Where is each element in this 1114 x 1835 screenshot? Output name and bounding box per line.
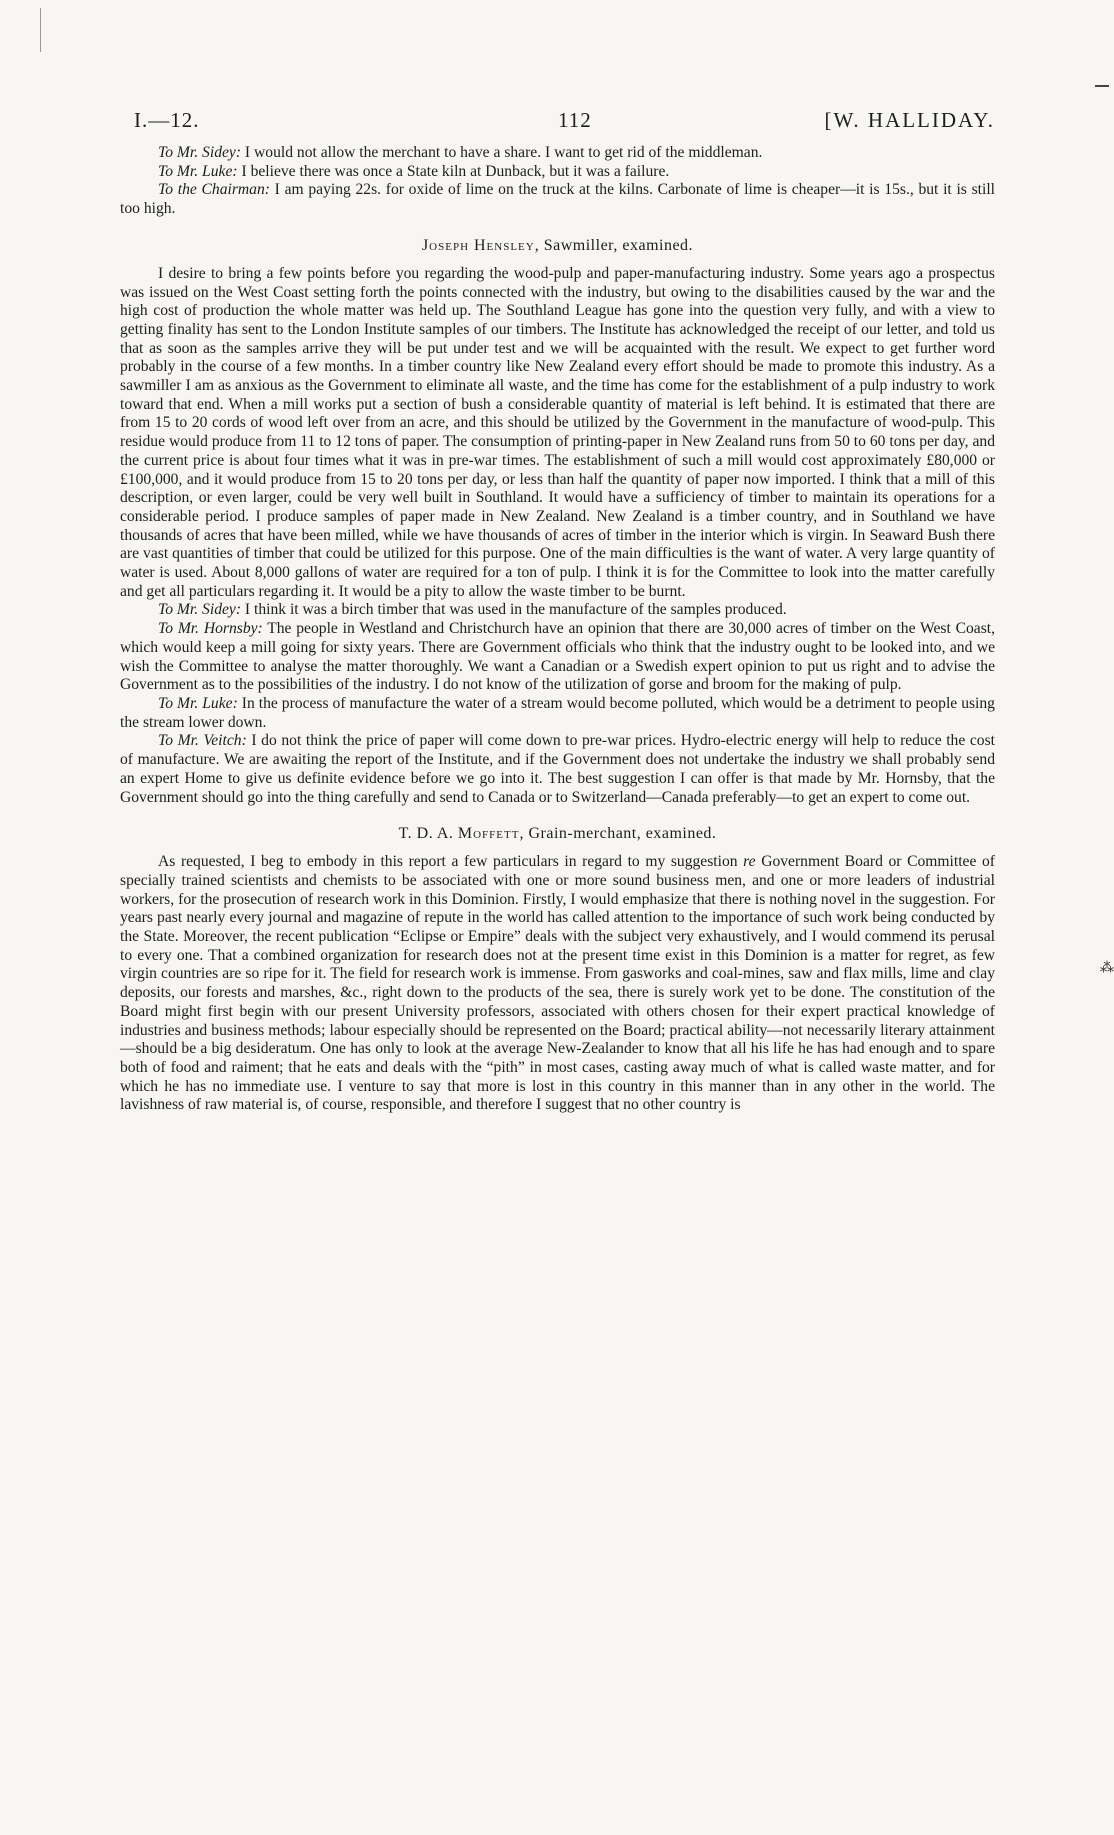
speaker-label: To Mr. Sidey:: [158, 144, 242, 161]
answer-paragraph: [120, 695, 995, 732]
answer-paragraph: [120, 620, 995, 695]
answer-text: I do not think the price of paper will come down to pre-war prices. Hydro-electric energy will help to reduce the cost of manufacture. We are awaiting the report of the Institute, and if the Government does not undertake the industry we shall probably send an expert Home to give us definite evidence before we go into it. The best suggestion I can offer is that made by Mr. Hornsby, that the Government should go into the thing carefully and send to Canada or to Switzerland—Canada preferably—to get an expert to come out.: [120, 732, 995, 806]
answer-paragraph: [120, 163, 995, 182]
witness-description: , Sawmiller, examined.: [534, 236, 694, 254]
section-hensley-evidence: [120, 265, 995, 807]
answer-text: I believe there was once a State kiln at Dunback, but it was a failure.: [237, 162, 670, 180]
statement-text-part: Government Board or Committee of specially trained scientists and chemists to be associated with one or more sound business men, and one or more leaders of industrial workers, for the prosecution of research work in this Dominion. Firstly, I would emphasize that there is nothing novel in the suggestion. For years past nearly every journal and magazine of repute in the world has called attention to the importance of such work being conducted by the State. Moreover, the recent publication “Eclipse or Empire” deals with the subject very exhaustively, and I would commend its perusal to every one. That a combined organization for research does not at the present time exist in this Dominion is a matter for regret, as few virgin countries are so ripe for it. The field for research work is immense. From gasworks and coal-mines, saw and flax mills, lime and clay deposits, our forests and marshes, &c., right down to the products of the sea, there is surely work yet to be done. The constitution of the Board might first begin with our present University professors, associated with others chosen for their expert practical knowledge of industries and business methods; labour especially should be represented on the Board; practical ability—not necessarily literary attainment—should be a big desideratum. One has only to look at the average New-Zealander to know that all his life he has had enough and to spare both of food and raiment; that he eats and deals with the “pith” in most cases, casting away much of what is called waste matter, and for which he has no immediate use. I venture to say that more is lost in this country in this manner than in any other in the world. The lavishness of raw material is, of course, responsible, and therefore I suggest that no other country is: [120, 853, 995, 1114]
answer-paragraph: [120, 601, 995, 620]
answer-text: The people in Westland and Christchurch have an opinion that there are 30,000 acres of timber on the West Coast, which would keep a mill going for sixty years. There are Government officials who think that the industry ought to be looked into, and we wish the Committee to analyse the matter thoroughly. We want a Canadian or a Swedish expert opinion to put us right and to advise the Government as to the possibilities of the industry. I do not know of the utilization of gorse and broom for the making of pulp.: [120, 620, 995, 694]
answer-paragraph: [120, 732, 995, 807]
scan-margin-glyph: ⁂: [1100, 961, 1114, 976]
statement-paragraph: [120, 853, 995, 1115]
re-word: re: [743, 853, 756, 871]
witness-name-header: [W. HALLIDAY.: [824, 108, 995, 132]
answer-text: In the process of manufacture the water of a stream would become polluted, which would be a detriment to people using the stream lower down.: [120, 694, 995, 731]
statement-text-part: As requested, I beg to embody in this report a few particulars in regard to my suggestion: [158, 853, 744, 871]
answer-text: I would not allow the merchant to have a share. I want to get rid of the middleman.: [241, 144, 763, 161]
page-number: 112: [558, 108, 592, 132]
witness-name: Joseph Hensley: [421, 236, 535, 254]
page-header: [120, 108, 995, 144]
speaker-label: To Mr. Sidey:: [158, 601, 242, 619]
witness-initials: T. D. A.: [398, 825, 458, 843]
answer-paragraph: [120, 144, 995, 163]
paper-reference: I.—12.: [134, 108, 200, 132]
section-halliday-answers: [120, 144, 995, 219]
speaker-label: To Mr. Veitch:: [158, 732, 247, 750]
speaker-label: To the Chairman:: [158, 181, 270, 199]
answer-paragraph: [120, 181, 995, 218]
answer-text: I am paying 22s. for oxide of lime on the truck at the kilns. Carbonate of lime is cheaper—it is 15s., but it is still too high.: [120, 181, 995, 218]
section-heading-hensley: [120, 237, 995, 255]
witness-description: , Grain-merchant, examined.: [519, 825, 717, 843]
document-page: [120, 108, 995, 1115]
section-moffett-evidence: [120, 853, 995, 1115]
speaker-label: To Mr. Luke:: [158, 162, 238, 180]
section-heading-moffett: [120, 825, 995, 843]
scan-margin-mark: [1095, 85, 1109, 87]
speaker-label: To Mr. Hornsby:: [158, 620, 263, 638]
speaker-label: To Mr. Luke:: [158, 694, 238, 712]
answer-text: I think it was a birch timber that was used in the manufacture of the samples produced.: [241, 601, 787, 619]
statement-paragraph: I desire to bring a few points before you regarding the wood-pulp and paper-manufacturing industry. Some years ago a prospectus was issued on the West Coast setting forth the points connected with the industry, but owing to the disabilities caused by the war and the high cost of production the whole matter was held up. The Southland League has gone into the question very fully, and with a view to getting finality has sent to the London Institute samples of our timbers. The Institute has acknowledged the receipt of our letter, and told us that as soon as the samples arrive they will be put under test and we will be acquainted with the result. We expect to get further word probably in the course of a few months. In a timber country like New Zealand every effort should be made to promote this industry. As a sawmiller I am as anxious as the Government to eliminate all waste, and the time has come for the establishment of a pulp industry to work toward that end. When a mill works put a section of bush a considerable quantity of material is left behind. It is estimated that there are from 15 to 20 cords of wood left over from an acre, and this should be utilized by the Government in the manufacture of wood-pulp. This residue would produce from 11 to 12 tons of paper. The consumption of printing-paper in New Zealand runs from 50 to 60 tons per day, and the current price is about four times what it was in pre-war times. The establishment of such a mill would cost approximately £80,000 or £100,000, and it would produce from 15 to 20 tons per day, or less than half the quantity of paper now imported. I think that a mill of this description, or even larger, could be very well built in Southland. It would have a sufficiency of timber to maintain its operations for a considerable period. I produce samples of paper made in New Zealand. New Zealand is a timber country, and in Southland we have thousands of acres that have been milled, while we have thousands of acres of timber in the interior which is virgin. In Seaward Bush there are vast quantities of timber that could be utilized for this purpose. One of the main difficulties is the want of water. A very large quantity of water is used. About 8,000 gallons of water are required for a ton of pulp. I think it is for the Committee to look into the matter carefully and get all particulars regarding it. It would be a pity to allow the waste timber to be burnt.: [120, 264, 995, 600]
witness-name: Moffett: [457, 825, 520, 843]
scan-edge-line: [40, 8, 41, 52]
